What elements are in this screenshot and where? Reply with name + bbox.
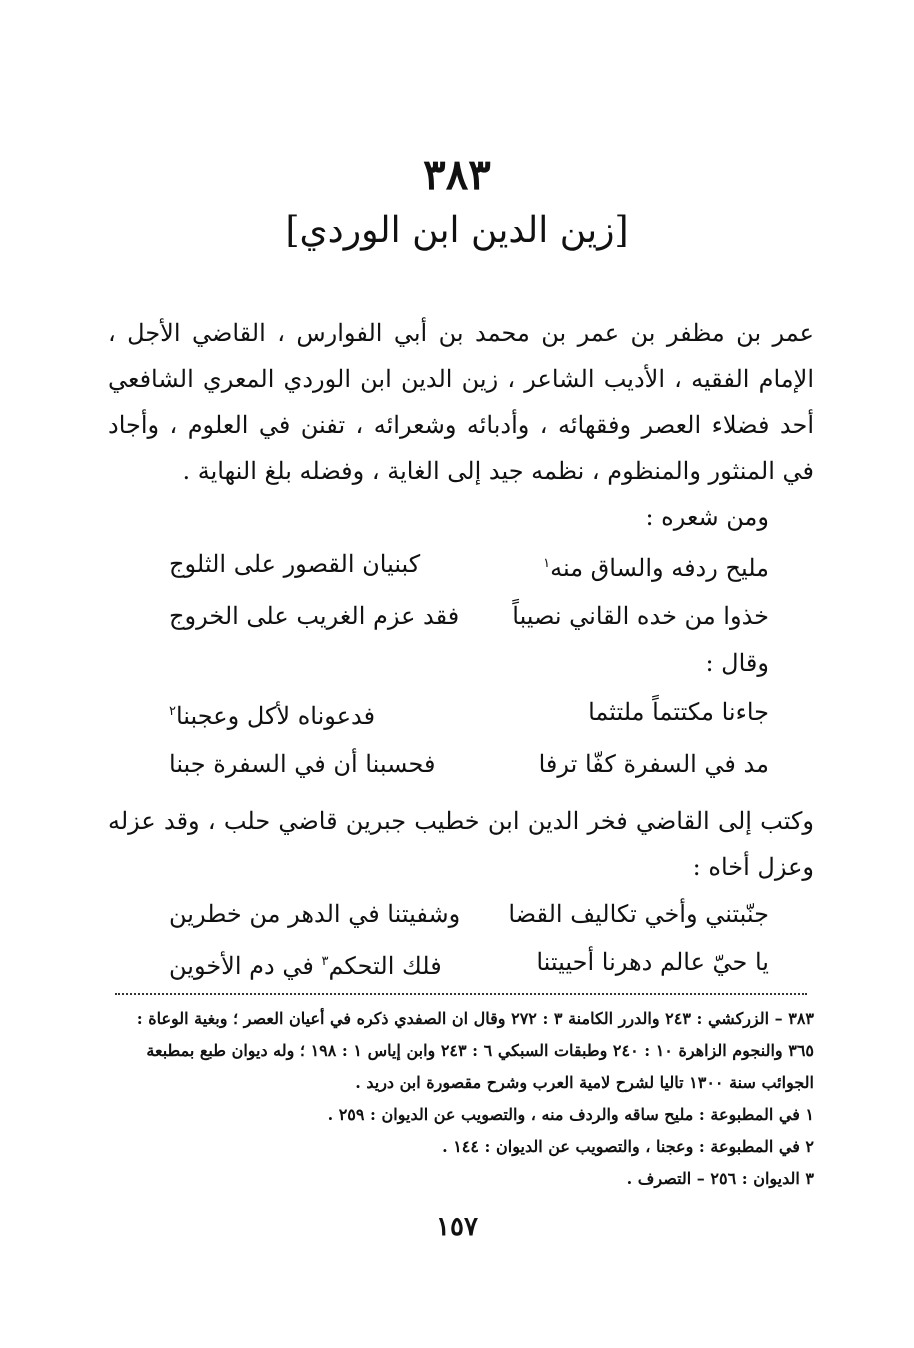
verse-first-hemistich: خذوا من خده القاني نصيباً bbox=[512, 602, 769, 630]
footnotes bbox=[108, 1003, 814, 1195]
footnote-marker: ٣ bbox=[321, 954, 329, 969]
verse-line bbox=[169, 890, 769, 938]
verse-first-hemistich: جاءنا مكتتماً ملتثما bbox=[588, 698, 769, 726]
page-number: ١٥٧ bbox=[436, 1212, 478, 1242]
verse-first-hemistich: مليح ردفه والساق منه$^١$ bbox=[543, 554, 769, 582]
footnote-separator bbox=[115, 993, 807, 995]
verse-second-hemistich: فلك التحكم$^٣$ في دم الأخوين bbox=[169, 952, 442, 980]
footnote-2: ٢ في المطبوعة : وعجنا ، والتصويب عن الديوان : ١٤٤ . bbox=[442, 1137, 814, 1156]
letter-intro-paragraph: وكتب إلى القاضي فخر الدين ابن خطيب جبرين قاضي حلب ، وقد عزله وعزل أخاه : bbox=[108, 807, 814, 881]
poem-3 bbox=[169, 890, 769, 990]
verse-second-hemistich: كبنيان القصور على الثلوج bbox=[169, 550, 421, 578]
verse-second-hemistich: وشفيتنا في الدهر من خطرين bbox=[169, 900, 461, 928]
verse-first-hemistich: يا حيّ عالم دهرنا أحييتنا bbox=[536, 948, 769, 976]
verse-first-hemistich: مد في السفرة كفّا ترفا bbox=[538, 750, 769, 778]
footnote-3: ٣ الديوان : ٢٥٦ – التصرف . bbox=[626, 1169, 814, 1188]
verse-line bbox=[169, 740, 769, 788]
verse-second-hemistich: فقد عزم الغريب على الخروج bbox=[169, 602, 460, 630]
footnote-sources: ٣٨٣ – الزركشي : ٢٤٣ والدرر الكامنة ٣ : ٢٧٢ وقال ان الصفدي ذكره في أعيان العصر ؛ وبغية الوعاة : ٣٦٥ والنجوم الزاهرة ١٠ : ٢٤٠ وطبقات السبكي ٦ : ٢٤٣ وابن إياس ١ : ١٩٨ ؛ وله ديوان طبع بمطبعة الجوائب سنة ١٣٠٠ تاليا لشرح لامية العرب وشرح مقصورة ابن دريد . bbox=[136, 1009, 814, 1092]
poem-2 bbox=[169, 688, 769, 788]
verse-line bbox=[169, 938, 769, 990]
verse-line bbox=[169, 592, 769, 640]
entry-title: [زين الدين ابن الوردي] bbox=[285, 210, 629, 251]
verse-line bbox=[169, 540, 769, 592]
verse-first-hemistich: جنّبتني وأخي تكاليف القضا bbox=[508, 900, 769, 928]
verse-second-hemistich: فدعوناه لأكل وعجبنا$^٢$ bbox=[169, 702, 376, 730]
footnote-1: ١ في المطبوعة : مليح ساقه والردف منه ، والتصويب عن الديوان : ٢٥٩ . bbox=[327, 1105, 814, 1124]
footnote-marker: ١ bbox=[543, 556, 551, 571]
poem-intro: وقال : bbox=[705, 649, 769, 677]
biography-paragraph: عمر بن مظفر بن عمر بن محمد بن أبي الفوارس ، القاضي الأجل ، الإمام الفقيه ، الأديب الشاعر ، زين الدين ابن الوردي المعري الشافعي أحد فضلاء العصر وفقهائه ، وأدبائه وشعرائه ، تفنن في العلوم ، وأجاد في المنثور والمنظوم ، نظمه جيد إلى الغاية ، وفضله بلغ النهاية . bbox=[108, 319, 815, 485]
verse-second-hemistich: فحسبنا أن في السفرة جبنا bbox=[169, 750, 436, 778]
footnote-marker: ٢ bbox=[169, 704, 176, 719]
poem-1 bbox=[169, 540, 769, 640]
entry-number: ٣٨٣ bbox=[423, 150, 491, 199]
verse-line bbox=[169, 688, 769, 740]
poem-intro: ومن شعره : bbox=[645, 503, 769, 531]
